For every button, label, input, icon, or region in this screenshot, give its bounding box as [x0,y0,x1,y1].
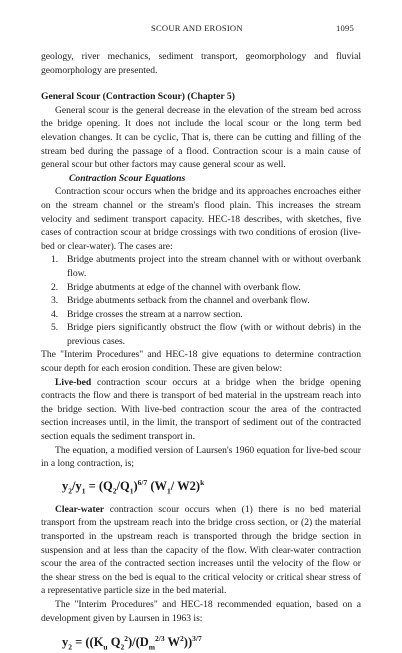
list-item: 5. Bridge piers significantly obstruct the flow (with or without debris) in the previous cases. [51,322,361,347]
header-title: SCOUR AND EROSION [151,23,243,33]
page-number: 1095 [336,23,354,33]
section-heading: General Scour (Contraction Scour) (Chapter 5) [41,91,235,103]
cases-list [41,253,361,348]
intro-paragraph: geology, river mechanics, sediment transport, geomorphology and fluvial geomorphology are presented. [41,51,361,76]
clear-water-paragraph: Clear-water contraction scour occurs when (1) there is no bed material transport from the upstream reach into the bridge cross section, or (2) the material transported in the upstream reach is transported through the bridge section in suspension and at less than the capacity of the flow. With clear-water contraction scour the area of the contracted section increases until the velocity of the flow or the shear stress on the bed is equal to the critical velocity or critical shear stress of a representative particle size in the bed material. [41,503,361,597]
interim-procedures-paragraph: The "Interim Procedures" and HEC-18 give equations to determine contraction scour depth for each erosion condition. These are given below: [41,349,361,375]
list-item: 3. Bridge abutments setback from the channel and overbank flow. [51,295,310,307]
clear-water-equation: $y_2 = ((K_u$ $Q_2^2)/(D_m^{2/3}$ $W^2))^{3/7}$ [62,634,202,652]
body-text [41,50,361,653]
subsection-heading: Contraction Scour Equations [69,172,186,184]
recommended-equation-paragraph: The "Interim Procedures" and HEC-18 recommended equation, based on a development given by Laursen in 1963 is: [41,598,361,624]
list-item: 1. Bridge abutments project into the stream channel with or without overbank flow. [51,254,361,279]
running-header [0,22,402,36]
general-scour-paragraph: General scour is the general decrease in the elevation of the stream bed across the bridge opening. It does not include the local scour or the long term bed elevation changes. It can be cyclic, That is, there can be cutting and filling of the stream bed during the passage of a flood. Contraction scour is a main cause of general scour but other factors may cause general scour as well. [41,104,361,171]
live-bed-paragraph: Live-bed contraction scour occurs at a bridge when the bridge opening contracts the flow and there is transport of bed material in the upstream reach into the bridge section. With live-bed contraction scour the area of the contracted section increases until, in the limit, the transport of sediment out of the contracted section equals the sediment transport in. [41,376,361,443]
contraction-scour-paragraph: Contraction scour occurs when the bridge and its approaches encroaches either on the stream channel or the stream's flood plain. This increases the stream velocity and sediment transport capacity. HEC-18 describes, with sketches, five cases of contraction scour at bridge crossings with two conditions of erosion (live-bed or clear-water). The cases are: [41,186,361,252]
list-item: 4. Bridge crosses the stream at a narrow section. [51,308,243,320]
list-item: 2. Bridge abutments at edge of the channel with overbank flow. [51,281,301,293]
live-bed-equation: $y_2/y_1 = (Q_2/Q_1)^{6/7}$ ($W_1/$ W2)$^k$ [62,477,205,496]
laursen-paragraph: The equation, a modified version of Laursen's 1960 equation for live-bed scour in a long contraction, is; [41,444,361,470]
